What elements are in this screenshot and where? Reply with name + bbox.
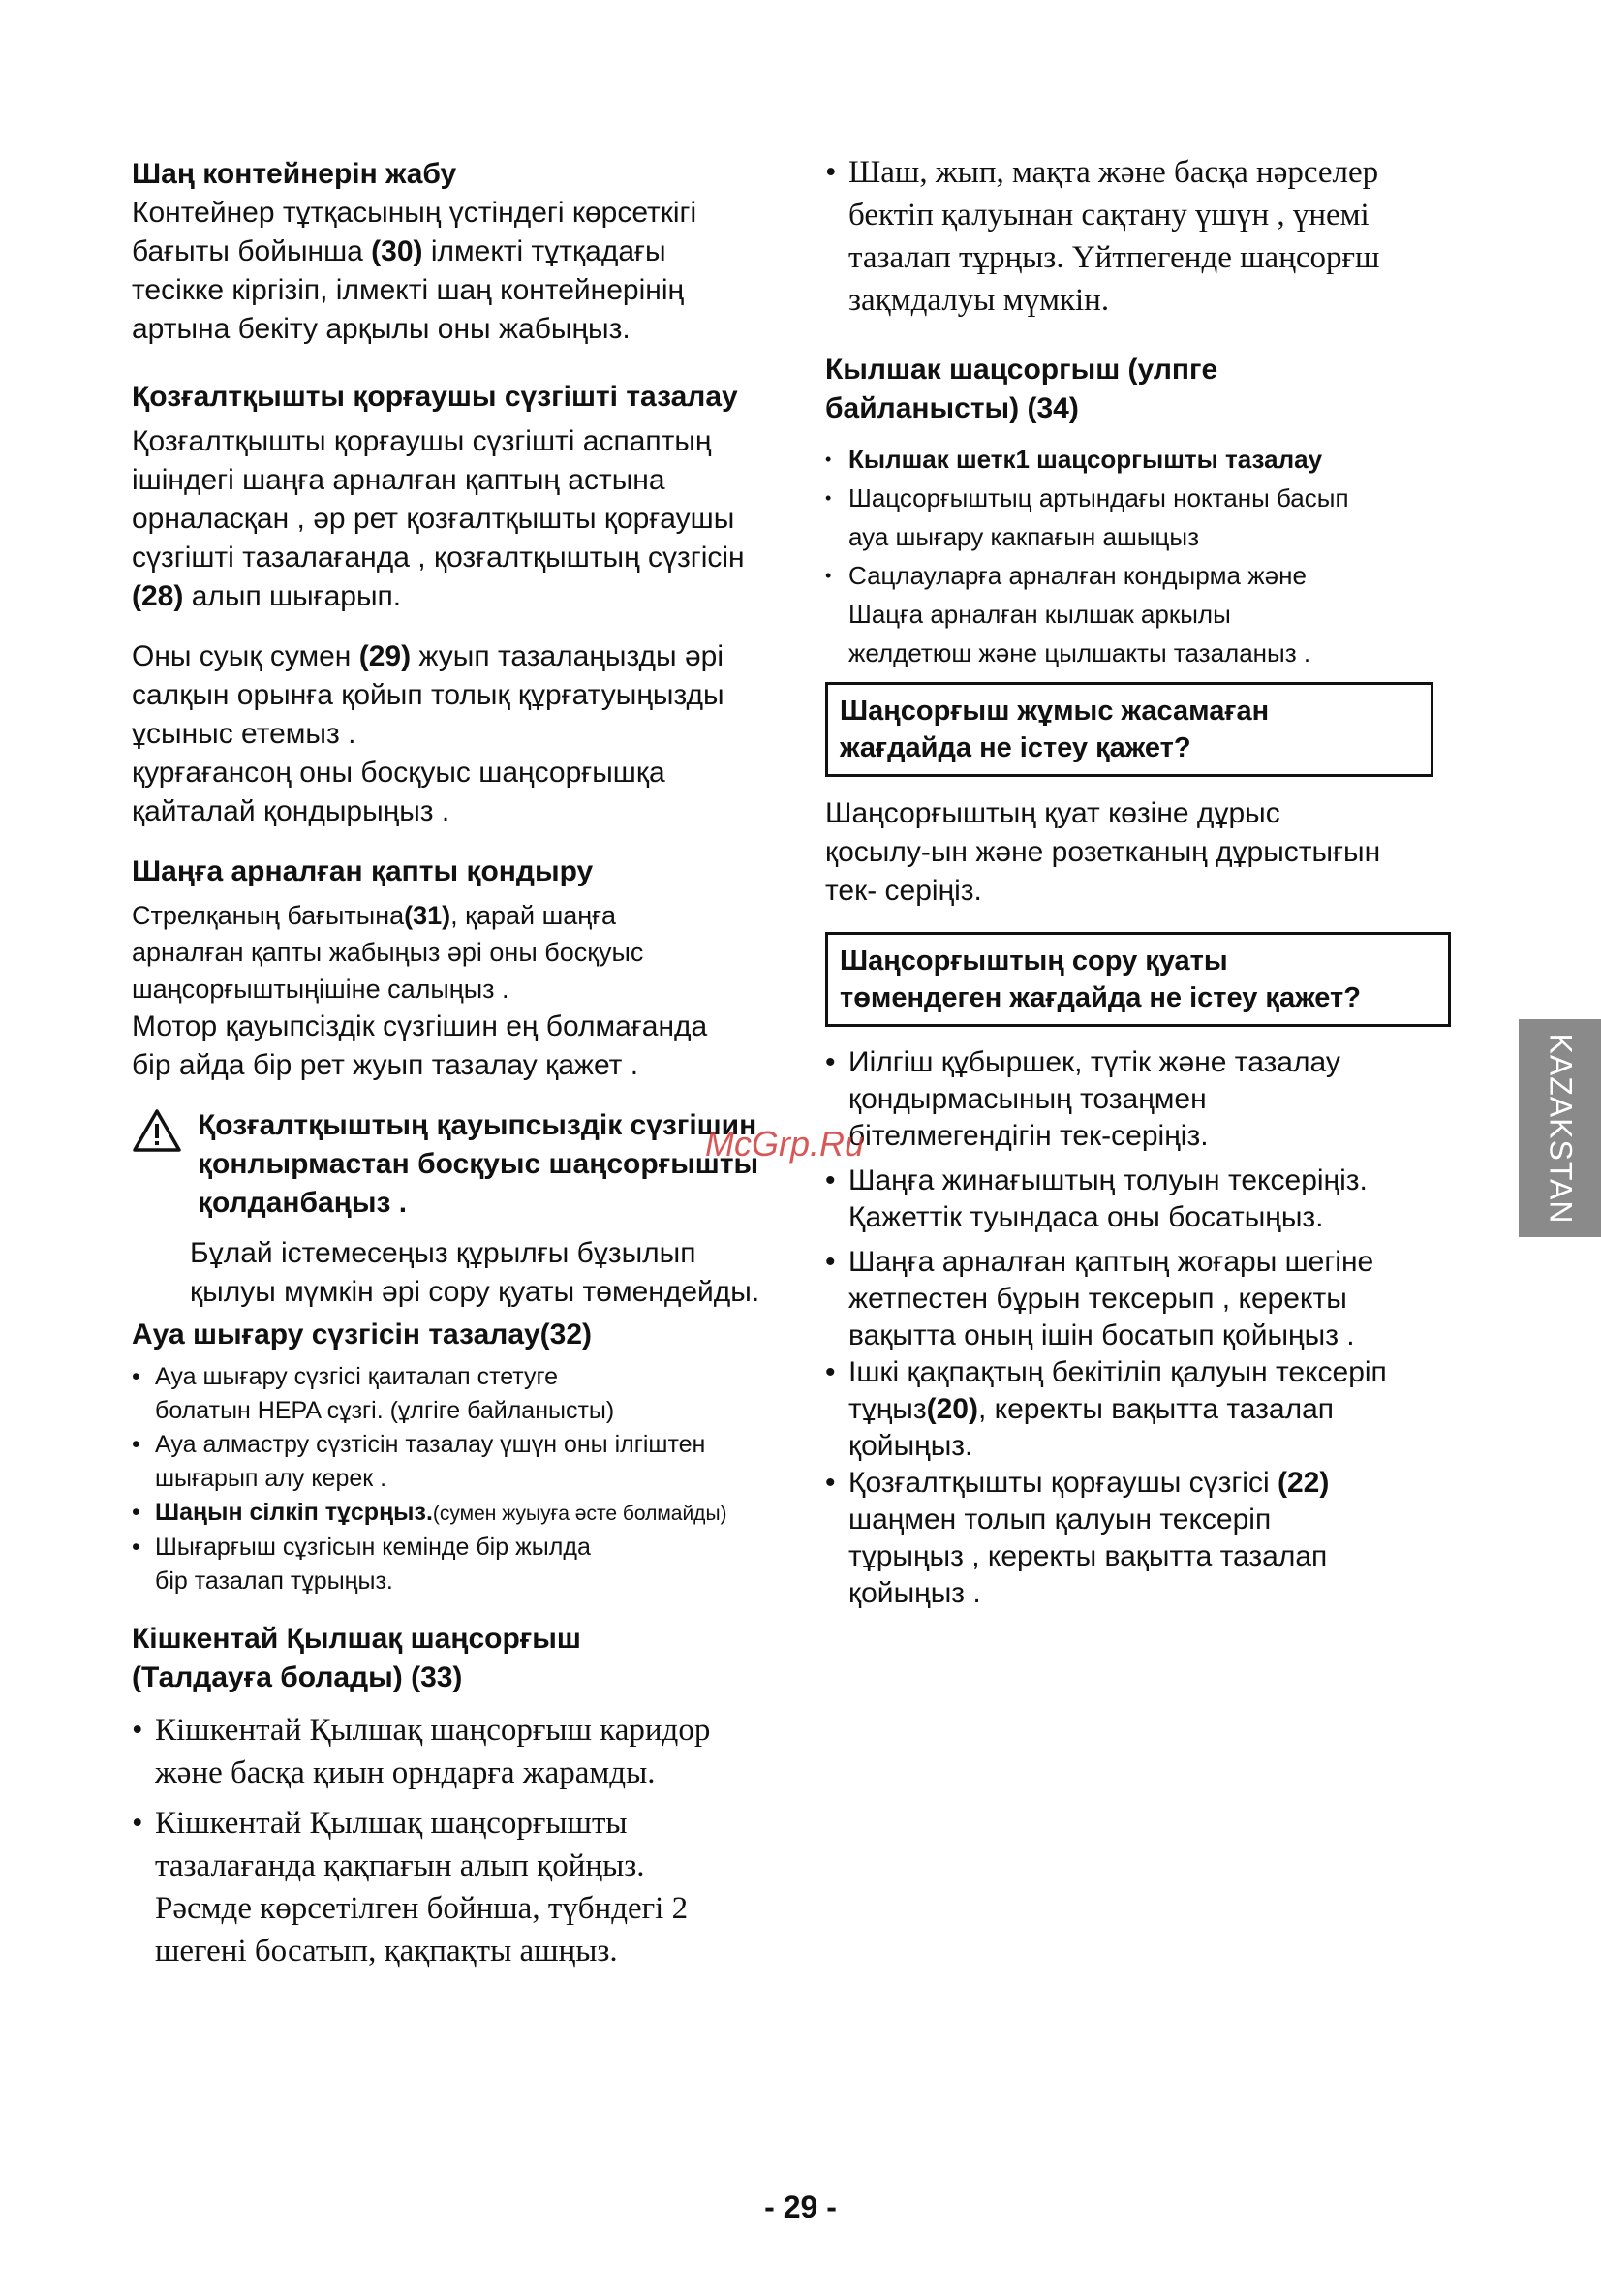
warning-triangle-icon bbox=[132, 1108, 182, 1153]
section-title-close-container: Шаң контейнерін жабу bbox=[132, 158, 457, 190]
section-title-exhaust-filter: Ауа шығару сүзгісін тазалау(32) bbox=[132, 1319, 593, 1350]
list-item: • Кішкентай Қылшақ шаңсорғышты тазалағанда қақпағын алып қойңыз. Рәсмде көрсетілген бойнша, түбндегі 2 шегені босатып, қақпақты ашңыз. bbox=[132, 1806, 689, 1969]
list-item: • Кішкентай Қылшақ шаңсорғыш каридор және басқа қиын орндарға жарамды. bbox=[132, 1713, 711, 1790]
exhaust-filter-list bbox=[132, 1360, 816, 1598]
list-item: • Кылшак шетк1 шацсоргышты тазалау bbox=[825, 445, 1323, 474]
language-side-tab bbox=[1519, 1019, 1601, 1237]
list-item: • Шаңын сілкіп тұсрңыз.(сумен жуыуға әсте болмайды) bbox=[132, 1499, 727, 1526]
brush-list bbox=[825, 440, 1480, 672]
list-item: • Шығарғыш сұзгісын кемінде бір жылда бір тазалап тұрыңыз. bbox=[132, 1534, 591, 1595]
section-title-mini-brush: Кішкентай Қылшақ шаңсорғыш (Талдауға болады) (33) bbox=[132, 1623, 581, 1693]
mini-brush-list bbox=[132, 1709, 816, 1972]
list-item: • Шацсорғыштыц артындағы ноктаны басып ауа шығару какпағын ашыцыз bbox=[825, 483, 1349, 551]
page-number: - 29 - bbox=[764, 2189, 837, 2224]
language-side-tab-label: KAZAKSTAN bbox=[1543, 1033, 1578, 1224]
list-item: • Сацлауларға арналған кондырма және Шацға арналған кылшак аркылы желдетюш және цылшакты тазаланыз . bbox=[825, 561, 1311, 667]
dust-bag-text: Стрелқаның бағытына(31), қарай шаңға арналған қапты жабыңыз әрі оны босқуыс шаңсорғыштыңішіне салыңыз . Мотор қауыпсіздік сүзгішин ең болмағанда бір айда бір рет жуып тазалау қажет . bbox=[132, 901, 708, 1081]
warning-body: Бұлай істемесеңыз құрылғы бұзылып қылуы мүмкін әрі сору қуаты төмендейды. bbox=[190, 1237, 760, 1308]
list-item: • Шаңға жинағыштың толуын тексеріңіз. Қажеттік туындаса оны босатыңыз. bbox=[825, 1164, 1368, 1233]
faq-box-low-suction: Шаңсорғыштың сору қуаты төмендеген жағдайда не істеу қажет? bbox=[825, 932, 1451, 1027]
list-item: • Шаш, жып, мақта және басқа нәрселер бектіп қалуынан сақтану үшүн , үнемі тазалап тұрңыз. Үйтпегенде шаңсорғш зақмдалуы мүмкін. bbox=[825, 155, 1380, 318]
faq-box-not-working: Шаңсорғыш жұмыс жасамаған жағдайда не істеу қажет? bbox=[825, 682, 1433, 777]
warning-title-line3: қолданбаңыз . bbox=[198, 1187, 408, 1219]
list-item: • Шаңға арналған қаптың жоғары шегіне жетпестен бұрын тексерып , керекты вақытта оның ішін босатып қойыңыз . bbox=[825, 1246, 1374, 1351]
list-item: • Иілгіш құбыршек, түтік және тазалау қондырмасының тозаңмен бітелмегендігін тек-серіңіз. bbox=[825, 1046, 1340, 1152]
list-item: • Қозғалтқышты қорғаушы сүзгісі (22) шаңмен толып қалуын тексеріп тұрыңыз , керекты вақытта тазалап қойыңыз . bbox=[825, 1467, 1330, 1609]
section-title-brush: Кылшак шацсоргыш (улпге байланысты) (34) bbox=[825, 354, 1218, 424]
section-title-dust-bag: Шаңға арналған қапты қондыру bbox=[132, 855, 594, 887]
right-column bbox=[825, 151, 1480, 1612]
warning-title-line1: Қозғалтқыштың қауыпсыздік сүзгішин bbox=[198, 1109, 757, 1141]
section-title-motor-filter: Қозғалтқышты қорғаушы сүзгішті тазалау bbox=[132, 381, 738, 413]
watermark: McGrp.Ru bbox=[705, 1124, 865, 1164]
low-suction-tips bbox=[825, 1044, 1480, 1612]
left-column bbox=[132, 155, 816, 1972]
close-container-text: Контейнер тұтқасының үстіндегі көрсеткігі бағыты бойынша (30) ілмекті тұтқадағы тесікке кіргізіп, ілмекті шаң контейнерінің артына бекіту арқылы оны жабыңыз. bbox=[132, 197, 697, 345]
warning-title-line2: қонлырмастан босқуыс шаңсорғышты bbox=[198, 1148, 759, 1180]
faq-answer-not-working: Шаңсорғыштың қуат көзіне дұрыс қосылу-ын және розетканың дұрыстығын тек- серіңіз. bbox=[825, 797, 1381, 907]
list-item: • Ішкі қақпақтың бекітіліп қалуын тексеріп тұңыз(20), керекты вақытта тазалап қойыңыз. bbox=[825, 1356, 1387, 1462]
hair-warning-list bbox=[825, 151, 1480, 322]
list-item: • Ауа шығару сүзгісі қаиталап стетуге болатын HEPA сұзгі. (ұлгіге байланысты) bbox=[132, 1363, 615, 1424]
list-item: • Ауа алмастру сүзтісін тазалау үшүн оны ілгіштен шығарып алу керек . bbox=[132, 1431, 706, 1492]
motor-filter-text: Қозғалтқышты қорғаушы сүзгішті аспаптың ішіндегі шаңға арналған қаптың астына орналасқан , әр рет қозғалтқышты қорғаушы сүзгішті тазалағанда , қозғалтқыштың сүзгісін (28) алып шығарып. Оны суық сумен (29) жуып тазалаңызды әрі салқын орынға қойып толық құрғатуыңызды ұсыныс етемыз . қурғағансоң оны босқуыс шаңсорғышқа қайталай қондырыңыз . bbox=[132, 425, 745, 827]
